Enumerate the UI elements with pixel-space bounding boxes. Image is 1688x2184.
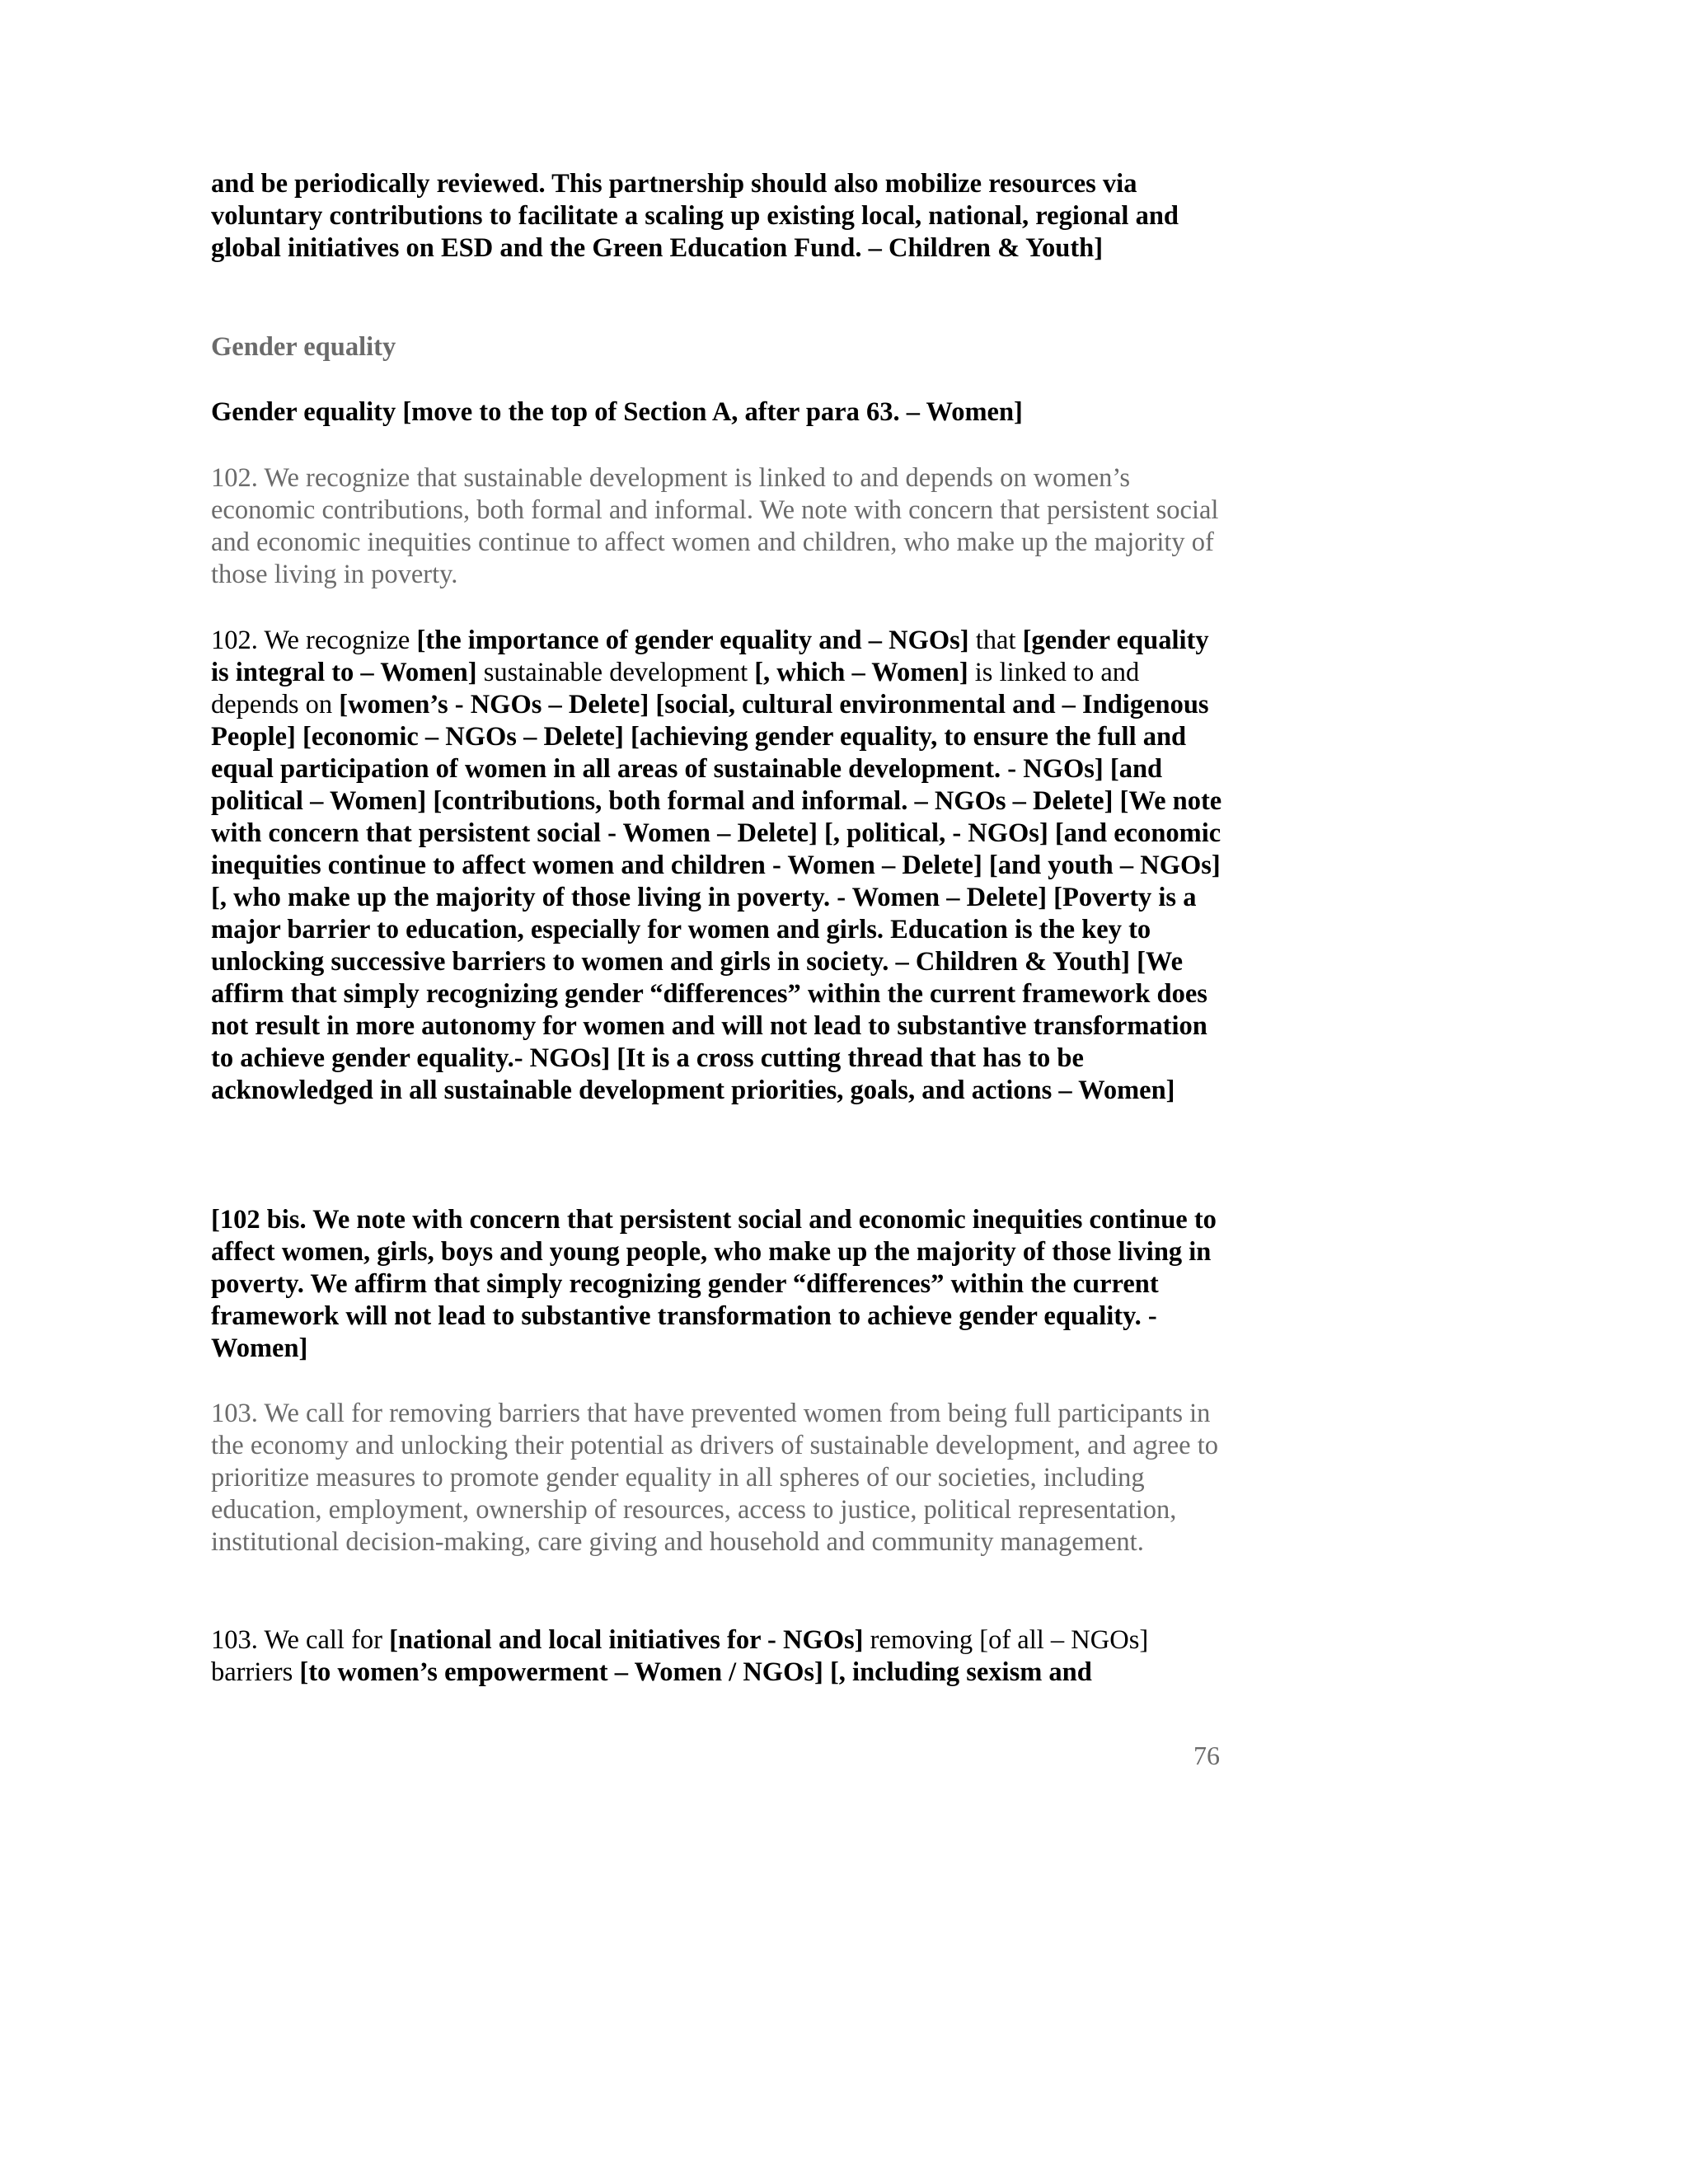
page-number: 76: [1193, 1741, 1220, 1770]
amended-section-heading: Gender equality [move to the top of Section A, after para 63. – Women]: [211, 397, 1023, 427]
text-segment: 102. We recognize: [211, 626, 417, 655]
text-segment: and be periodically reviewed. This partnership should also mobilize resources via voluntary contributions to facilitate a scaling up existing local, national, regional and global initiatives on ESD and the Green Education Fund. – Children & Youth]: [211, 169, 1179, 263]
amendment-segment: [women’s - NGOs – Delete] [social, cultural environmental and – Indigenous People] [economic – NGOs – Delete] [achieving gender equality, to ensure the full and equal participation of women in all areas of sustainable development. - NGOs] [and political – Women] [contributions, both formal and informal. – NGOs – Delete] [We note with concern that persistent social - Women – Delete] [, political, - NGOs] [and economic inequities continue to affect women and children - Women – Delete] [and youth – NGOs] [, who make up the majority of those living in poverty. - Women – Delete] [Poverty is a major barrier to education, especially for women and girls. Education is the key to unlocking successive barriers to women and girls in society. – Children & Youth] [We affirm that simply recognizing gender “differences” within the current framework does not result in more autonomy for women and will not lead to substantive transformation to achieve gender equality.- NGOs] [It is a cross cutting thread that has to be acknowledged in all sustainable development priorities, goals, and actions – Women]: [211, 690, 1222, 1105]
paragraph-103-amended: [211, 1624, 1226, 1689]
paragraph-102-original: 102. We recognize that sustainable development is linked to and depends on women’s economic contributions, both formal and informal. We note with concern that persistent social and economic inequities continue to affect women and children, who make up the majority of those living in poverty.: [211, 463, 1219, 589]
text-segment: sustainable development: [476, 658, 755, 687]
amendment-segment: [, which – Women]: [754, 658, 968, 687]
paragraph-carryover: [211, 168, 1226, 265]
text-segment: is linked to and depends on: [211, 658, 1140, 719]
amendment-segment: [the importance of gender equality and – NGOs]: [416, 626, 969, 655]
amendment-segment: [national and local initiatives for - NGOs]: [389, 1625, 864, 1655]
paragraph-102-bis: [102 bis. We note with concern that persistent social and economic inequities continue to affect women, girls, boys and young people, who make up the majority of those living in poverty. We affirm that simply recognizing gender “differences” within the current framework will not lead to substantive transformation to achieve gender equality. - Women]: [211, 1205, 1217, 1363]
text-segment: removing [of all – NGOs] barriers: [211, 1625, 1149, 1687]
text-segment: 103. We call for: [211, 1625, 390, 1655]
text-segment: that: [968, 626, 1023, 655]
section-heading: Gender equality: [211, 332, 396, 362]
paragraph-102-amended: [211, 625, 1226, 1107]
amendment-segment: [gender equality is integral to – Women]: [211, 626, 1209, 687]
amendment-segment: [to women’s empowerment – Women / NGOs] [, including sexism and: [299, 1657, 1092, 1687]
paragraph-103-original: 103. We call for removing barriers that have prevented women from being full participants in the economy and unlocking their potential as drivers of sustainable development, and agree to prioritize measures to promote gender equality in all spheres of our societies, including education, employment, ownership of resources, access to justice, political representation, institutional decision-making, care giving and household and community management.: [211, 1399, 1218, 1557]
